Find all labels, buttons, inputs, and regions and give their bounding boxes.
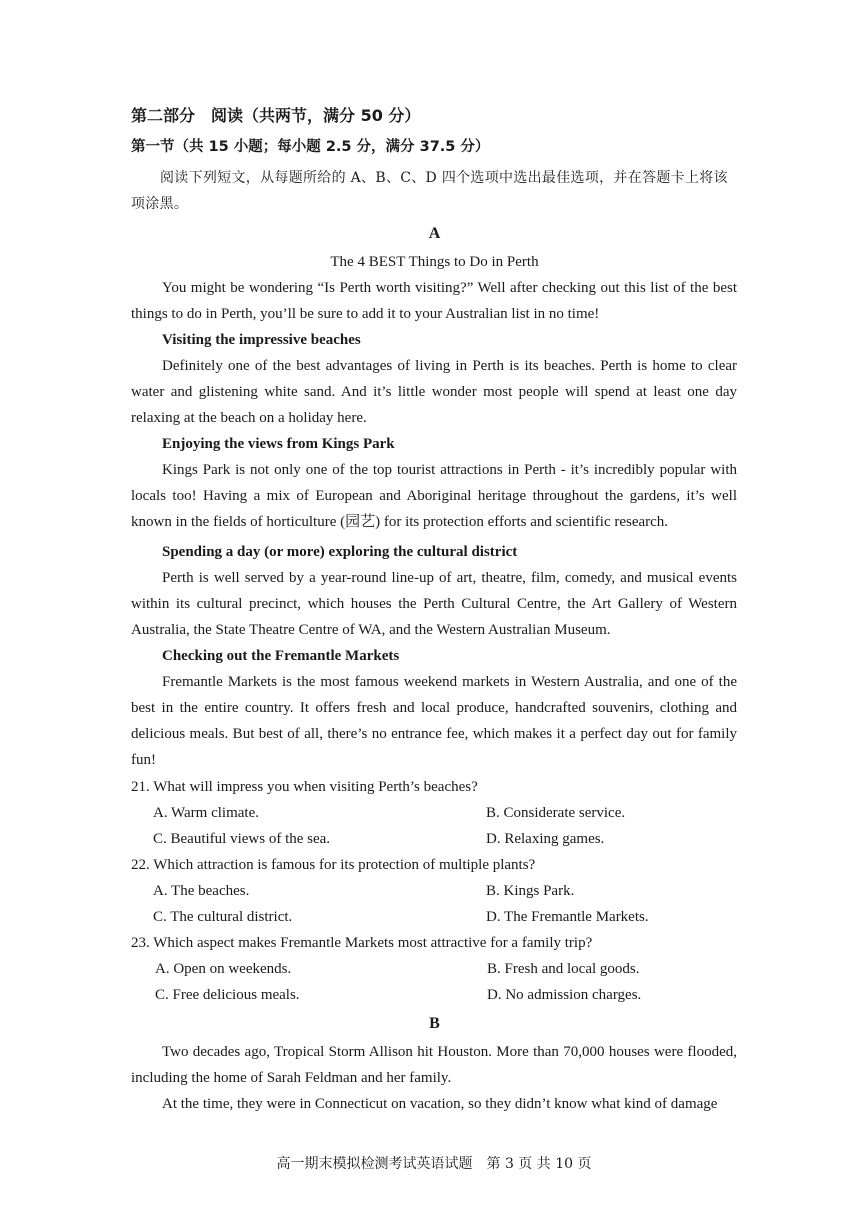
passage-a-intro: You might be wondering “Is Perth worth visiting?” Well after checking out this list of the best things to do in Perth, you’ll be sure to add it to your Australian list in no time!	[131, 280, 737, 322]
section-heading-cultural-district: Spending a day (or more) exploring the cultural district	[162, 544, 518, 560]
question-22-option-d: D. The Fremantle Markets.	[486, 909, 649, 925]
page-footer: 高一期末模拟检测考试英语试题 第 3 页 共 10 页	[276, 1156, 592, 1172]
section-text-fremantle: Fremantle Markets is the most famous weekend markets in Western Australia, and one of the best in the entire country. It offers fresh and local produce, handcrafted souvenirs, clothing and delicious meals. But best of all, there’s no entrance fee, which makes it a perfect day out for family fun!	[131, 674, 737, 768]
passage-b-paragraph-1: Two decades ago, Tropical Storm Allison hit Houston. More than 70,000 houses were flooded, including the home of Sarah Feldman and her family.	[131, 1044, 737, 1086]
question-22-option-b: B. Kings Park.	[486, 883, 575, 899]
question-23-option-a: A. Open on weekends.	[155, 961, 292, 977]
question-21-stem: 21. What will impress you when visiting Perth’s beaches?	[131, 779, 478, 795]
section-text-kings-park: Kings Park is not only one of the top tourist attractions in Perth - it’s incredibly popular with locals too! Having a mix of European and Aboriginal heritage throughout the gardens, it’s well known in the fields of horticulture (园艺) for its protection efforts and scientific research.	[131, 462, 737, 530]
passage-a-label: A	[428, 225, 441, 242]
question-22-option-a: A. The beaches.	[153, 883, 250, 899]
passage-b-paragraph-2: At the time, they were in Connecticut on vacation, so they didn’t know what kind of damage	[162, 1096, 718, 1112]
section-heading-beaches: Visiting the impressive beaches	[162, 332, 361, 348]
question-21-option-a: A. Warm climate.	[153, 805, 259, 821]
question-21-option-c: C. Beautiful views of the sea.	[153, 831, 331, 847]
section-title: 第一节（共 15 小题；每小题 2.5 分，满分 37.5 分）	[131, 139, 490, 155]
instructions: 阅读下列短文，从每题所给的 A、B、C、D 四个选项中选出最佳选项，并在答题卡上将该项涂黑。	[131, 170, 728, 212]
question-22-option-c: C. The cultural district.	[153, 909, 293, 925]
question-21-option-b: B. Considerate service.	[486, 805, 626, 821]
question-23-option-d: D. No admission charges.	[487, 987, 642, 1003]
question-22-stem: 22. Which attraction is famous for its protection of multiple plants?	[131, 857, 536, 873]
question-21-option-d: D. Relaxing games.	[486, 831, 605, 847]
part-title: 第二部分 阅读（共两节，满分 50 分）	[131, 106, 421, 125]
question-23-option-b: B. Fresh and local goods.	[487, 961, 640, 977]
question-23-stem: 23. Which aspect makes Fremantle Markets most attractive for a family trip?	[131, 935, 593, 951]
passage-a-title: The 4 BEST Things to Do in Perth	[330, 254, 539, 270]
section-text-beaches: Definitely one of the best advantages of living in Perth is its beaches. Perth is home to clear water and glistening white sand. And it’s little wonder most people will spend at least one day relaxing at the beach on a holiday here.	[131, 358, 737, 426]
section-text-cultural-district: Perth is well served by a year-round line-up of art, theatre, film, comedy, and musical events within its cultural precinct, which houses the Perth Cultural Centre, the Art Gallery of Western Australia, the State Theatre Centre of WA, and the Western Australian Museum.	[131, 570, 737, 638]
section-heading-fremantle: Checking out the Fremantle Markets	[162, 648, 400, 664]
question-23-option-c: C. Free delicious meals.	[155, 987, 300, 1003]
passage-b-label: B	[429, 1015, 440, 1032]
section-heading-kings-park: Enjoying the views from Kings Park	[162, 436, 395, 452]
